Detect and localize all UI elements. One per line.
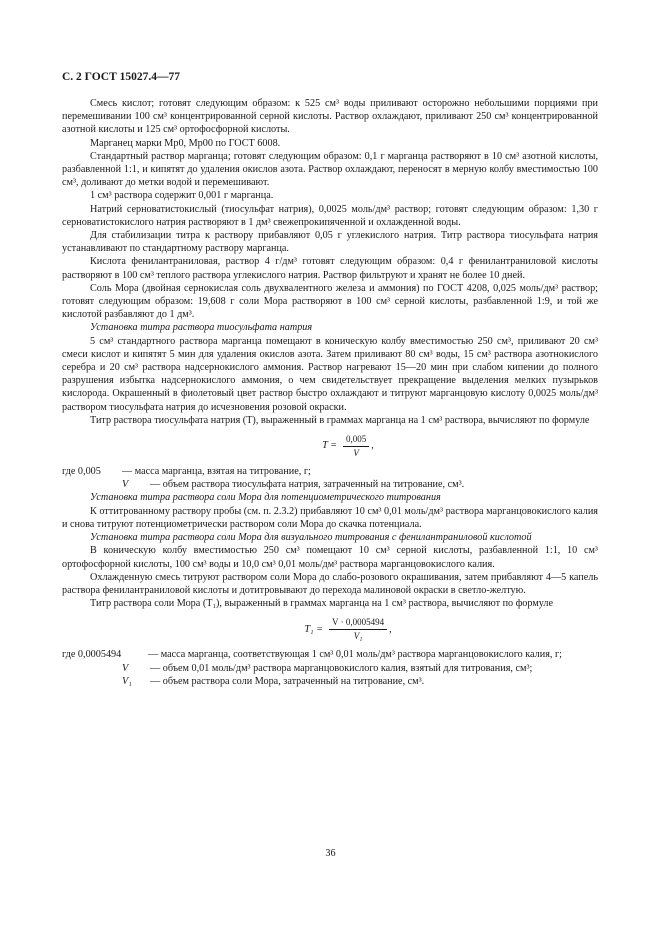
paragraph-mohr-potentiometric: К оттитрованному раствору пробы (см. п. 2.3.2) прибавляют 10 см³ 0,01 моль/дм³ раствора марганцовокислого калия и снова титруют потенциометрически раствором соли Мора до скачка потенциала.	[62, 505, 598, 530]
where-line	[62, 478, 598, 491]
formula-trailing-comma: ,	[371, 440, 374, 452]
paragraph-mohr-salt: Соль Мора (двойная сернокислая соль двухвалентного железа и аммония) по ГОСТ 4208, 0,025 моль/дм³ раствор; готовят следующим образом: 19,608 г соли Мора растворяют в 100 см³ серной кислоты, разбавленной 1:9, и той же кислотой разбавляют до 1 дм³.	[62, 282, 598, 321]
paragraph-formula-intro-t: Титр раствора тиосульфата натрия (T), выраженный в граммах марганца на 1 см³ раствора, вычисляют по формуле	[90, 414, 590, 426]
formula-numerator: V · 0,0005494	[329, 617, 387, 630]
formula-t	[98, 430, 598, 462]
paragraph-sodium-thiosulfate: Натрий серноватистокислый (тиосульфат натрия), 0,0025 моль/дм³ раствор; готовят следующим образом: 1,30 г серноватистокислого натрия растворяют в 1 дм³ свежепрокипяченной и охлажденной воды.	[62, 203, 598, 228]
paragraph-phenylanthranilic-acid: Кислота фенилантраниловая, раствор 4 г/дм³ готовят следующим образом: 0,4 г фенилантраниловой кислоты растворяют в 100 см³ теплого раствора углекислого натрия. Раствор фильтруют и хранят не более 10 дней.	[62, 256, 598, 281]
where-description: — объем раствора тиосульфата натрия, затраченный на титрование, см³.	[150, 479, 465, 491]
where-symbol: V₁	[122, 675, 132, 687]
where-symbol: где 0,0005494	[62, 649, 122, 661]
formula-denominator: V₁	[353, 630, 363, 641]
where-line	[62, 648, 598, 661]
paragraph-stabilization: Для стабилизации титра к раствору прибавляют 0,05 г углекислого натрия. Титр раствора тиосульфата натрия устанавливают по стандартному раствору марганца.	[62, 230, 598, 255]
paragraph-manganese-grade: Марганец марки Мр0, Мр00 по ГОСТ 6008.	[90, 137, 281, 149]
page-header: С. 2 ГОСТ 15027.4—77	[62, 71, 181, 83]
section-title-mohr-potentiometric: Установка титра раствора соли Мора для потенциометрического титрования	[90, 492, 441, 504]
where-symbol: где 0,005	[62, 466, 101, 478]
formula-trailing-comma: ,	[389, 623, 392, 635]
where-description: — масса марганца, взятая на титрование, г;	[122, 466, 311, 478]
formula-t1	[98, 613, 598, 645]
paragraph-formula-intro-t1: Титр раствора соли Мора (T₁), выраженный в граммах марганца на 1 см³ раствора, вычисляют по формуле	[90, 598, 554, 610]
paragraph-acid-mixture: Смесь кислот; готовят следующим образом: к 525 см³ воды приливают осторожно небольшими порциями при перемешивании 100 см³ концентрированной серной кислоты. Раствор охлаждают, приливают 250 см³ концентрированной азотной кислоты и 125 см³ ортофосфорной кислоты.	[62, 98, 598, 136]
paragraph-mohr-visual-2: Охлажденную смесь титруют раствором соли Мора до слабо-розового окрашивания, затем прибавляют 4—5 капель раствора фенилантраниловой кислоты и дотитровывают до перехода малиновой окраски в светло-желтую.	[62, 571, 598, 596]
where-symbol: V	[122, 662, 129, 674]
section-title-thiosulfate: Установка титра раствора тиосульфата натрия	[90, 322, 313, 334]
formula-fraction	[329, 617, 387, 642]
paragraph-solution-content: 1 см³ раствора содержит 0,001 г марганца.	[90, 190, 274, 202]
formula-lhs: T₁ =	[304, 623, 323, 635]
where-symbol: V	[122, 479, 129, 491]
formula-fraction	[343, 434, 369, 459]
page-number: 36	[325, 848, 336, 859]
paragraph-thiosulfate-procedure: 5 см³ стандартного раствора марганца помещают в коническую колбу вместимостью 250 см³, приливают 20 см³ смеси кислот и кипятят 5 мин для удаления окислов азота. Затем приливают 80 см³ воды, 15 см³ раствора азотнокислого серебра и 20 см³ раствора надсернокислого аммония. Раствор нагревают 15—20 мин при слабом кипении до полного разрушения избытка надсернокислого аммония, о чем свидетельствует прекращение выделения мелких пузырьков кислорода. Окрашенный в фиолетовый цвет раствор быстро охлаждают и титруют марганцовую кислоту 0,0025 моль/дм³ раствором тиосульфата натрия до исчезновения розовой окраски.	[62, 335, 598, 413]
where-description: — объем раствора соли Мора, затраченный на титрование, см³.	[150, 675, 425, 687]
where-description: — объем 0,01 моль/дм³ раствора марганцовокислого калия, взятый для титрования, см³;	[150, 662, 533, 674]
where-line	[62, 662, 598, 675]
where-description: — масса марганца, соответствующая 1 см³ 0,01 моль/дм³ раствора марганцовокислого калия, г;	[148, 649, 562, 661]
formula-lhs: T =	[322, 440, 338, 452]
document-body	[62, 97, 598, 688]
where-line	[62, 465, 598, 478]
paragraph-mohr-visual-1: В коническую колбу вместимостью 250 см³ помещают 10 см³ серной кислоты, разбавленной 1:1, 10 см³ ортофосфорной кислоты, 100 см³ воды и 10,0 см³ 0,01 моль/дм³ раствора марганцовокислого калия.	[62, 545, 598, 570]
paragraph-standard-solution: Стандартный раствор марганца; готовят следующим образом: 0,1 г марганца растворяют в 10 см³ азотной кислоты, разбавленной 1:1, и кипятят до удаления окислов азота. Раствор охлаждают, переносят в мерную колбу вместимостью 100 см³, доливают до метки водой и перемешивают.	[62, 150, 598, 189]
where-line	[62, 675, 598, 688]
formula-numerator: 0,005	[343, 434, 369, 447]
formula-denominator: V	[353, 447, 359, 458]
section-title-mohr-visual: Установка титра раствора соли Мора для визуального титрования с фенилантраниловой кислотой	[90, 532, 532, 544]
